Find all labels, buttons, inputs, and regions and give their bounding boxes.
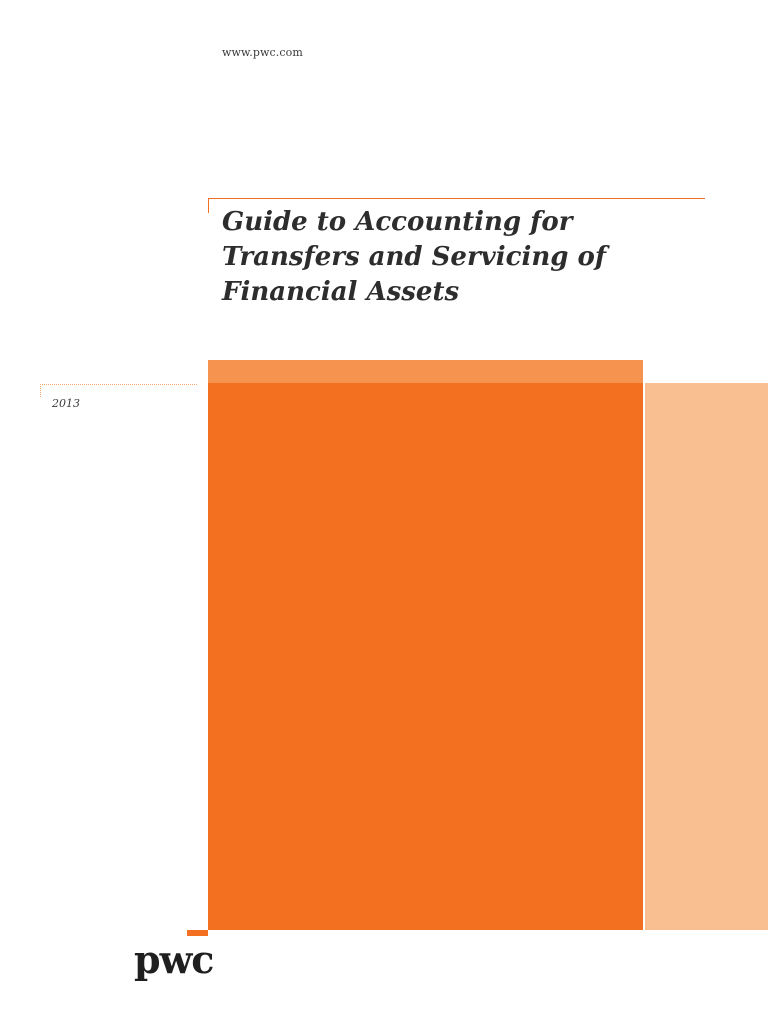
- title-rule-tick: [208, 198, 209, 213]
- cover-block-side: [645, 383, 768, 930]
- title-line: Financial Assets: [222, 277, 460, 307]
- title-line: Transfers and Servicing of: [222, 242, 607, 272]
- title-rule: [208, 198, 705, 199]
- cover-block-top-band: [208, 360, 643, 383]
- title-line: Guide to Accounting for: [222, 207, 573, 237]
- logo-accent-bar: [187, 930, 208, 936]
- pwc-logo: pwc: [134, 937, 214, 982]
- year-dotted-tick: [40, 384, 41, 397]
- cover-block-main: [208, 383, 643, 930]
- publication-year: 2013: [52, 397, 80, 410]
- document-title: [222, 205, 692, 310]
- year-dotted-rule: [40, 384, 197, 385]
- website-url: www.pwc.com: [222, 46, 303, 59]
